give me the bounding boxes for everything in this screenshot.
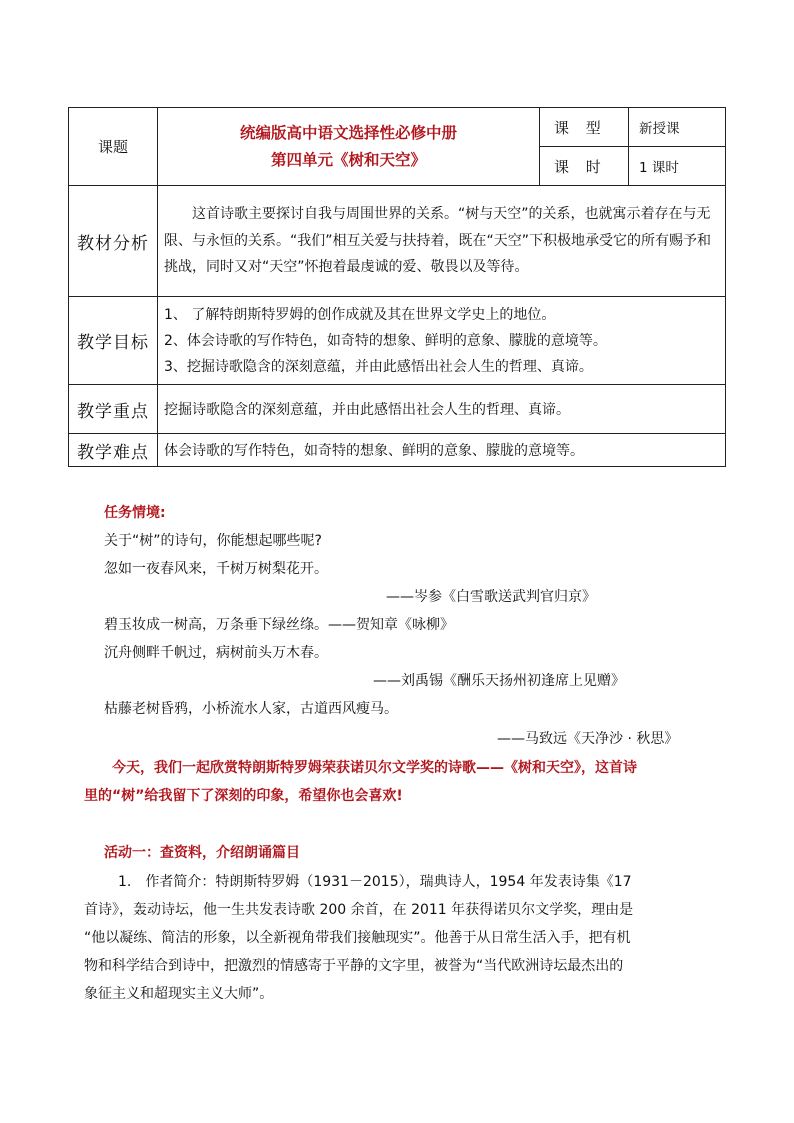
poem-line: 碧玉妆成一树高，万条垂下绿丝绦。——贺知章《咏柳》 <box>104 617 454 633</box>
author-intro-line: 首诗》，轰动诗坛，他一生共发表诗歌 200 余首，在 2011 年获得诺贝尔文学奖，理由是 <box>84 902 634 918</box>
lesson-type-value: 新授课 <box>629 108 726 147</box>
poem-source: ——岑参《白雪歌送武判官归京》 <box>386 589 596 605</box>
intro-text-line: 今天，我们一起欣赏特朗斯特罗姆荣获诺贝尔文学奖的诗歌——《树和天空》，这首诗 <box>112 760 637 776</box>
poem-line: 枯藤老树昏鸦，小桥流水人家，古道西风瘦马。 <box>104 701 398 717</box>
poem-source: ——刘禹锡《酬乐天扬州初逢席上见赠》 <box>373 673 625 689</box>
goal-item: 3、挖掘诗歌隐含的深刻意蕴，并由此感悟出社会人生的哲理、真谛。 <box>164 358 593 375</box>
author-intro-line: 物和科学结合到诗中，把激烈的情感寄于平静的文字里，被誉为“当代欧洲诗坛最杰出的 <box>84 958 624 974</box>
goal-item: 1、 了解特朗斯特罗姆的创作成就及其在世界文学史上的地位。 <box>164 306 556 323</box>
lesson-title-line2: 第四单元《树和天空》 <box>270 150 426 169</box>
goals-list <box>158 297 726 385</box>
activity1-heading: 活动一：查资料，介绍朗诵篇目 <box>104 845 300 861</box>
author-intro-line: “他以凝练、简洁的形象，以全新视角带我们接触现实”。他善于从日常生活入手，把有机 <box>84 930 631 946</box>
hours-value: 1 课时 <box>629 147 726 186</box>
poem-source: ——马致远《天净沙 · 秋思》 <box>497 731 679 747</box>
difficult-point-label: 教学难点 <box>69 434 158 467</box>
hours-label: 课 时 <box>540 147 629 186</box>
author-intro-line: 象征主义和超现实主义大师”。 <box>84 986 274 1002</box>
lesson-type-label: 课 型 <box>540 108 629 147</box>
intro-text-line: 里的“树”给我留下了深刻的印象，希望你也会喜欢! <box>84 788 403 804</box>
goals-label: 教学目标 <box>69 297 158 385</box>
poem-line: 沉舟侧畔千帆过，病树前头万木春。 <box>104 645 328 661</box>
lesson-title <box>158 108 540 186</box>
lesson-title-line1: 统编版高中语文选择性必修中册 <box>239 123 457 142</box>
key-point-text: 挖掘诗歌隐含的深刻意蕴，并由此感悟出社会人生的哲理、真谛。 <box>158 385 726 434</box>
goal-item: 2、体会诗歌的写作特色，如奇特的想象、鲜明的意象、朦胧的意境等。 <box>164 332 607 349</box>
topic-label: 课题 <box>69 108 158 186</box>
task-question: 关于“树”的诗句，你能想起哪些呢? <box>104 533 322 549</box>
analysis-label: 教材分析 <box>69 186 158 297</box>
key-point-label: 教学重点 <box>69 385 158 434</box>
difficult-point-text: 体会诗歌的写作特色，如奇特的想象、鲜明的意象、朦胧的意境等。 <box>158 434 726 467</box>
analysis-text: 这首诗歌主要探讨自我与周围世界的关系。“树与天空”的关系，也就寓示着存在与无限、与永恒的关系。“我们”相互关爱与扶持着，既在“天空”下积极地承受它的所有赐予和挑战，同时又对“天空”怀抱着最虔诚的爱、敬畏以及等待。 <box>158 186 726 297</box>
poem-line: 忽如一夜春风来，千树万树梨花开。 <box>104 561 328 577</box>
task-heading: 任务情境: <box>104 505 166 521</box>
lesson-plan-table <box>68 107 726 467</box>
author-intro-line: 1. 作者简介：特朗斯特罗姆（1931－2015），瑞典诗人，1954 年发表诗集《17 <box>118 874 632 890</box>
